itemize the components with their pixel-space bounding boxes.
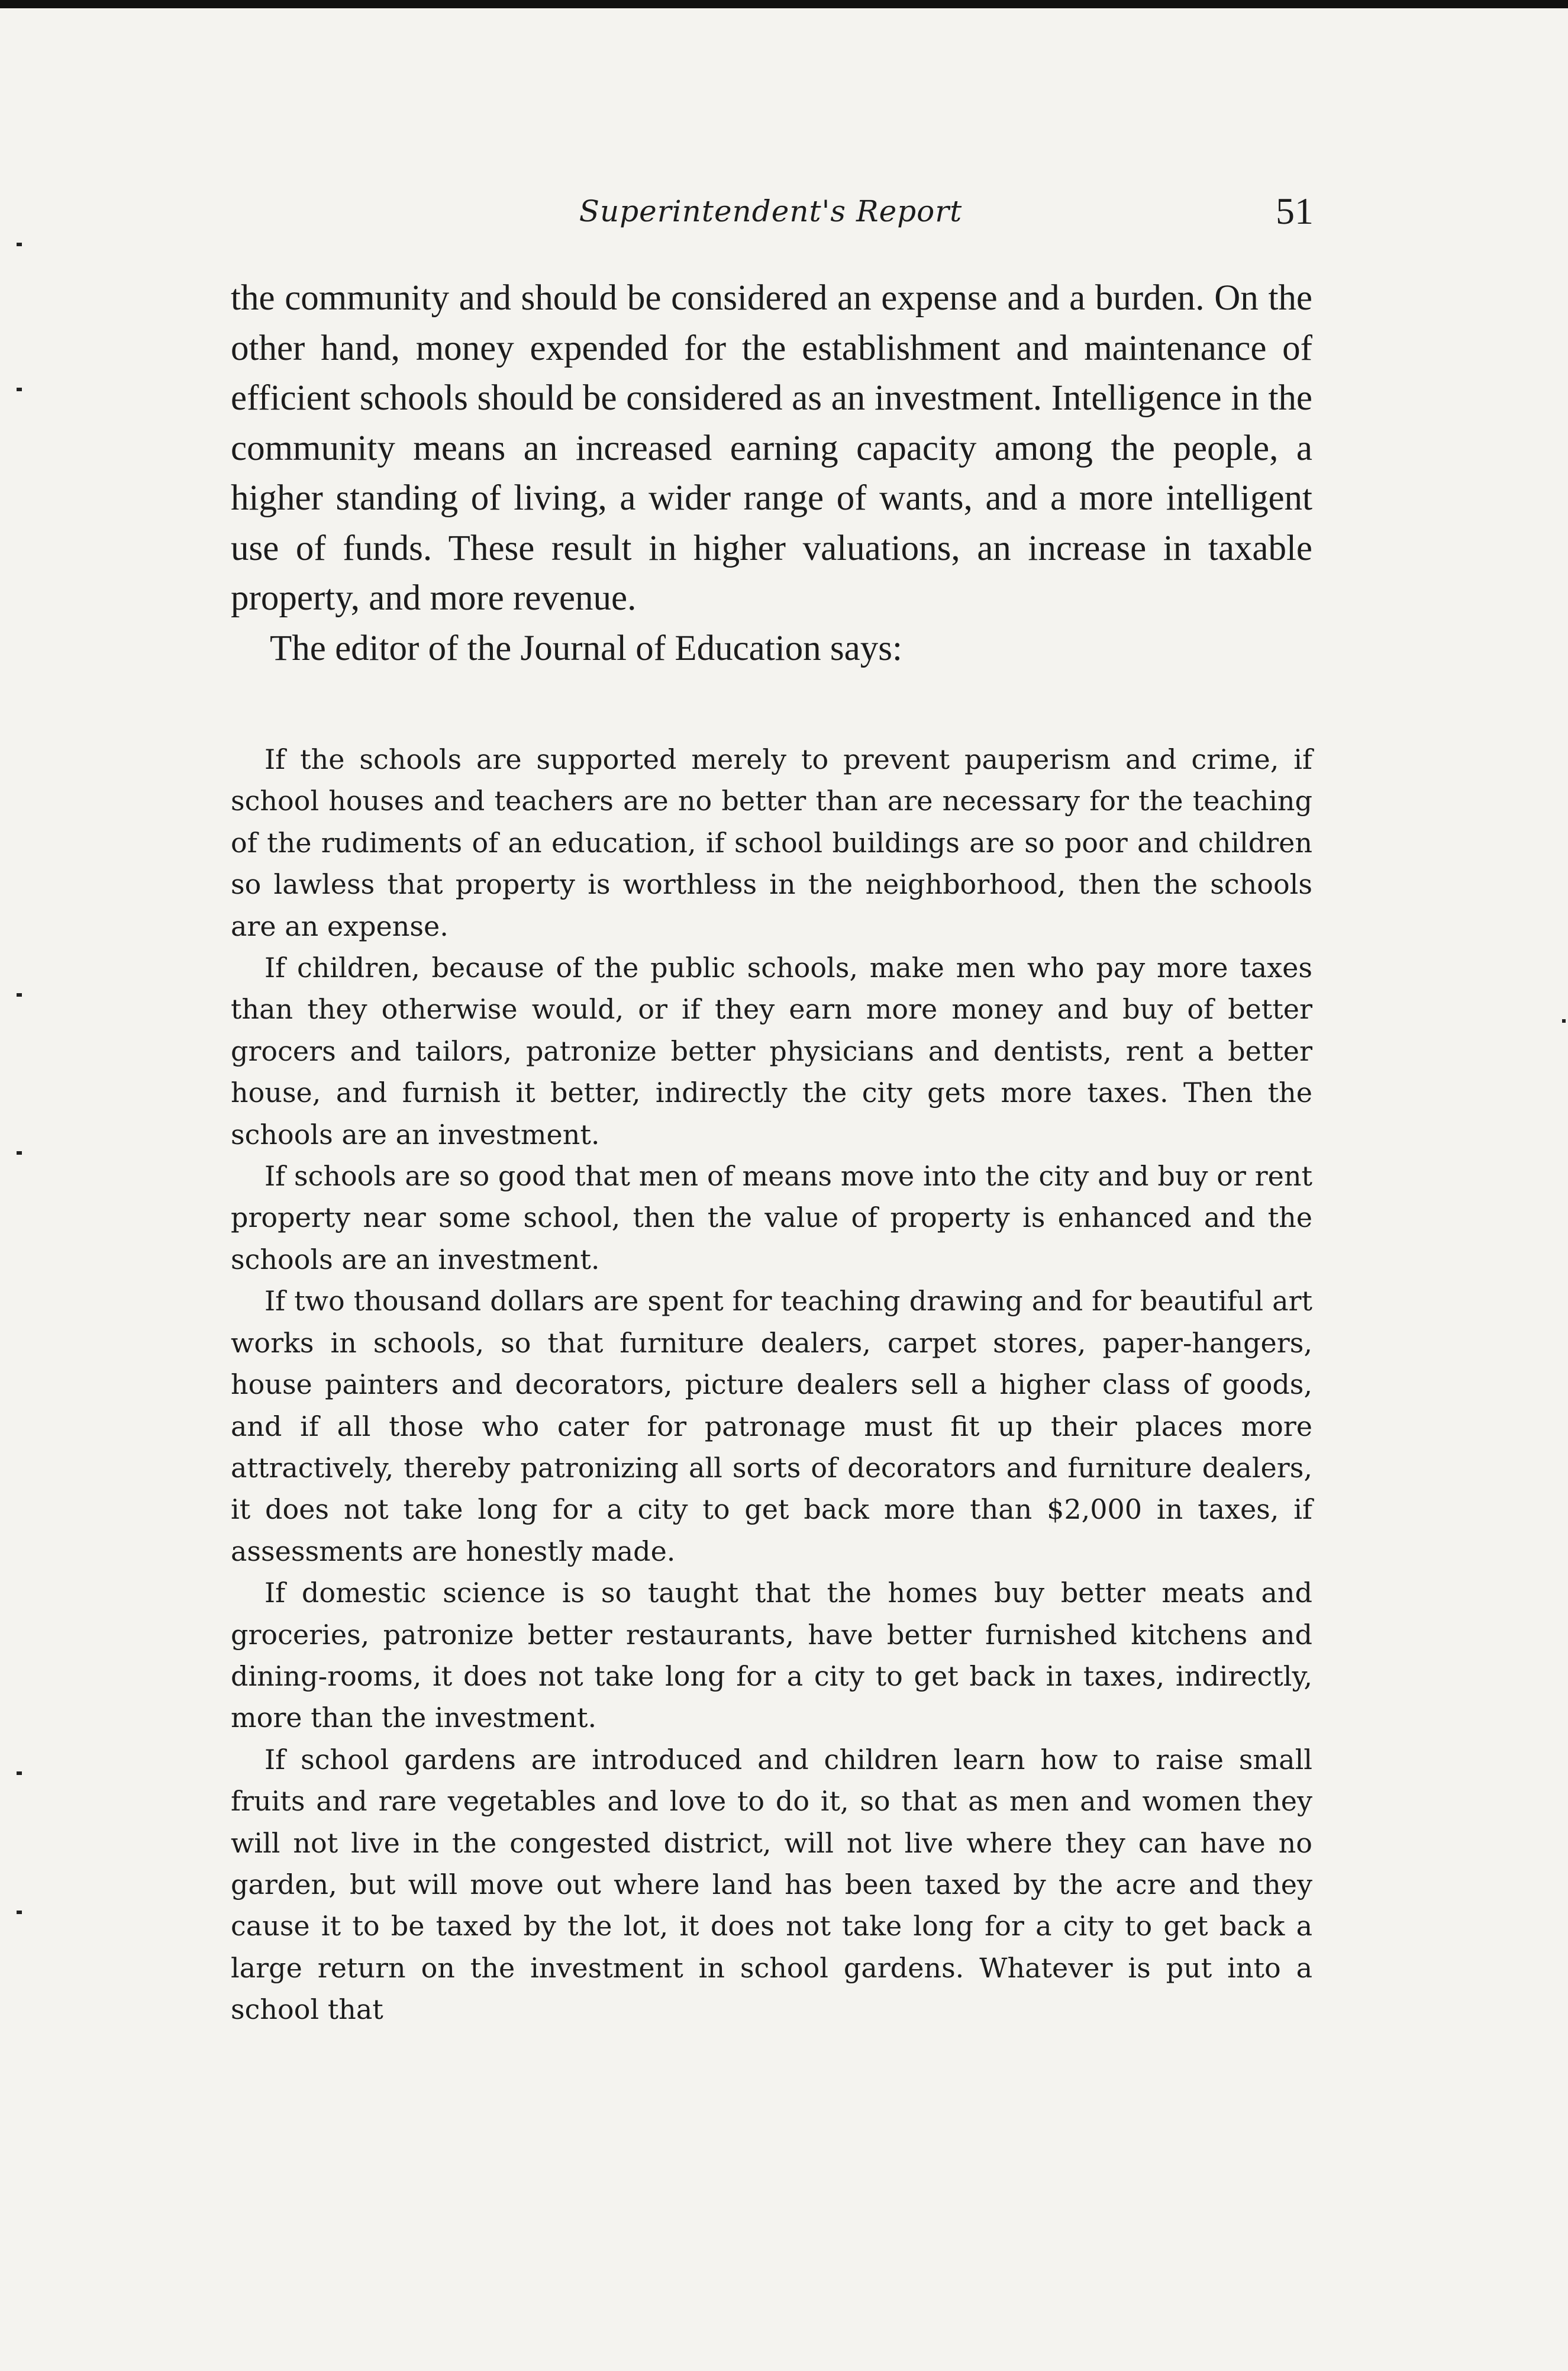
body-text bbox=[231, 273, 1312, 674]
margin-speck bbox=[17, 1911, 22, 1914]
page-number: 51 bbox=[1276, 190, 1314, 232]
running-title: Superintendent's Report bbox=[579, 194, 963, 228]
margin-speck bbox=[17, 993, 22, 997]
quote-paragraph: If children, because of the public schools, make men who pay more taxes than they otherwise would, or if they earn more money and buy of better grocers and tailors, patronize better physicians and dentists, rent a better house, and furnish it better, indirectly the city gets more taxes. Then the schools are an investment. bbox=[231, 952, 1312, 1151]
quote-paragraph: If domestic science is so taught that the homes buy better meats and groceries, patronize better restaurants, have better furnished kitchens and dining-rooms, it does not take long for a city to get back in taxes, indirectly, more than the investment. bbox=[231, 1577, 1312, 1734]
margin-speck bbox=[17, 1151, 22, 1155]
margin-speck bbox=[17, 388, 22, 391]
quote-paragraph: If the schools are supported merely to prevent pauperism and crime, if school houses and teachers are no better than are necessary for the teaching of the rudiments of an education, if school buildings are so poor and children so lawless that property is worthless in the neighborhood, then the schools are an expense. bbox=[231, 743, 1312, 942]
top-edge-rule bbox=[0, 0, 1568, 8]
page-header bbox=[228, 189, 1314, 237]
margin-speck bbox=[17, 243, 22, 246]
body-paragraph: The editor of the Journal of Education says: bbox=[270, 628, 902, 668]
quote-paragraph: If schools are so good that men of means move into the city and buy or rent property near some school, then the value of property is enhanced and the schools are an investment. bbox=[231, 1160, 1312, 1275]
quote-paragraph: If school gardens are introduced and children learn how to raise small fruits and rare vegetables and love to do it, so that as men and women they will not live in the congested district, will not live where they can have no garden, but will move out where land has been taxed by the acre and they cause it to be taxed by the lot, it does not take long for a city to get back a large return on the investment in school gardens. Whatever is put into a school that bbox=[231, 1743, 1312, 2026]
quote-paragraph: If two thousand dollars are spent for teaching drawing and for beautiful art works in schools, so that furniture dealers, carpet stores, paper-hangers, house painters and decorators, picture dealers sell a higher class of goods, and if all those who cater for patronage must fit up their places more attractively, thereby patronizing all sorts of decorators and furniture dealers, it does not take long for a city to get back more than $2,000 in taxes, if assessments are honestly made. bbox=[231, 1285, 1312, 1567]
margin-speck bbox=[1562, 1019, 1566, 1023]
body-paragraph: the community and should be considered an expense and a burden. On the other hand, money expended for the establishment and maintenance of efficient schools should be considered as an investment. Intelligence in the community means an increased earning capacity among the people, a higher standing of living, a wider range of wants, and a more intelligent use of funds. These result in higher valuations, an increase in taxable property, and more revenue. bbox=[231, 278, 1312, 618]
margin-speck bbox=[17, 1771, 22, 1775]
block-quotation bbox=[231, 739, 1312, 2031]
